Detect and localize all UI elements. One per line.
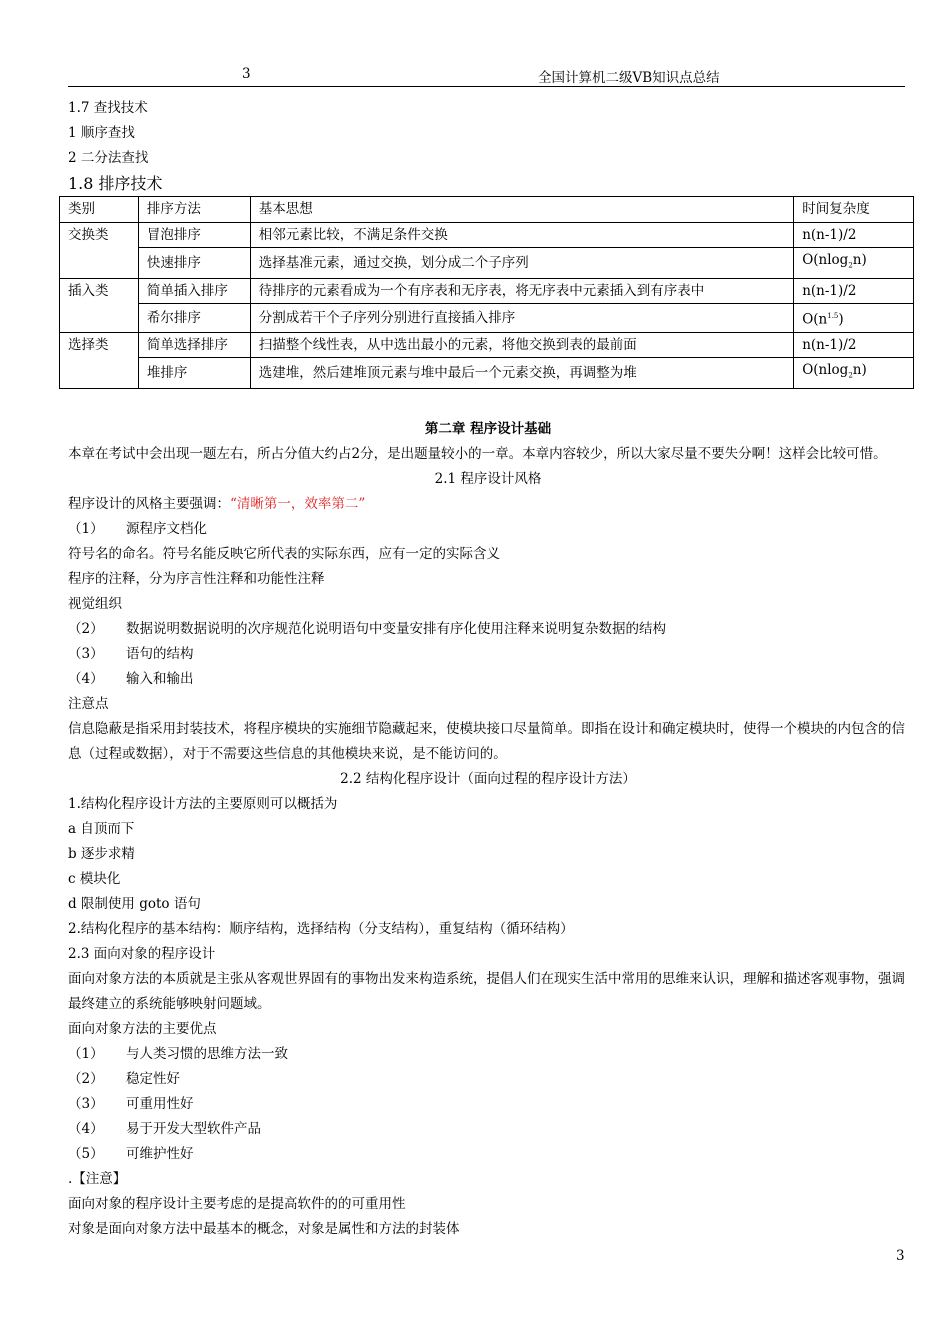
text-line: 注意点 — [68, 695, 109, 712]
idea-cell: 相邻元素比较，不满足条件交换 — [250, 222, 793, 248]
list-item: 2 二分法查找 — [68, 150, 149, 166]
text-line: 视觉组织 — [68, 595, 122, 612]
table-header-cell: 类别 — [60, 197, 139, 223]
table-header-cell: 排序方法 — [138, 197, 250, 223]
list-item: （4） 输入和输出 — [68, 670, 194, 687]
table-row — [60, 304, 914, 333]
list-item: d 限制使用 goto 语句 — [68, 895, 201, 912]
text-line: 1.结构化程序设计方法的主要原则可以概括为 — [68, 795, 338, 812]
idea-cell: 待排序的元素看成为一个有序表和无序表，将无序表中元素插入到有序表中 — [250, 278, 793, 304]
text-line: 符号名的命名。符号名能反映它所代表的实际东西，应有一定的实际含义 — [68, 545, 500, 562]
text-line: 面向对象的程序设计主要考虑的是提高软件的的可重用性 — [68, 1195, 406, 1212]
category-cell: 交换类 — [60, 222, 139, 278]
oo-paragraph: 面向对象方法的本质就是主张从客观世界固有的事物出发来构造系统，提倡人们在现实生活中常用的思维来认识，理解和描述客观事物，强调最终建立的系统能够映射问题域。 — [68, 970, 905, 1012]
complexity-cell: $O(n^{1.5})$ — [794, 304, 914, 333]
idea-cell: 分割成若干个子序列分别进行直接插入排序 — [250, 304, 793, 333]
table-header-row — [60, 197, 914, 223]
category-cell: 选择类 — [60, 332, 139, 388]
method-cell: 简单插入排序 — [138, 278, 250, 304]
table-row — [60, 358, 914, 389]
sorting-table — [59, 196, 914, 389]
section-2-1-title: 2.1 程序设计风格 — [434, 470, 542, 487]
list-item: b 逐步求精 — [68, 845, 135, 862]
table-row — [60, 248, 914, 279]
list-item: （4） 易于开发大型软件产品 — [68, 1120, 261, 1137]
text-line: 对象是面向对象方法中最基本的概念，对象是属性和方法的封装体 — [68, 1220, 460, 1237]
table-row — [60, 222, 914, 248]
idea-cell: 扫描整个线性表，从中选出最小的元素，将他交换到表的最前面 — [250, 332, 793, 358]
complexity-cell: n(n-1)/2 — [794, 332, 914, 358]
method-cell: 堆排序 — [138, 358, 250, 389]
section-1-7-title: 1.7 查找技术 — [68, 100, 148, 116]
complexity-cell: O(nlog$_2$n) — [794, 358, 914, 389]
idea-cell: 选建堆，然后建堆顶元素与堆中最后一个元素交换，再调整为堆 — [250, 358, 793, 389]
list-item: （3） 语句的结构 — [68, 645, 194, 662]
info-hiding-paragraph: 信息隐蔽是指采用封装技术，将程序模块的实施细节隐藏起来，使模块接口尽量简单。即指在设计和确定模块时，使得一个模块的内包含的信息（过程或数据），对于不需要这些信息的其他模块来说，是不能访问的。 — [68, 720, 905, 762]
table-header-cell: 时间复杂度 — [794, 197, 914, 223]
header-page-number: 3 — [242, 66, 251, 82]
complexity-cell: n(n-1)/2 — [794, 222, 914, 248]
text-line: 面向对象方法的主要优点 — [68, 1020, 217, 1037]
list-item: （1） 与人类习惯的思维方法一致 — [68, 1045, 288, 1062]
page-header — [68, 66, 905, 87]
text-line: .【注意】 — [68, 1170, 127, 1187]
table-row — [60, 278, 914, 304]
complexity-cell: n(n-1)/2 — [794, 278, 914, 304]
section-2-3-title: 2.3 面向对象的程序设计 — [68, 945, 216, 962]
section-2-2-title: 2.2 结构化程序设计（面向过程的程序设计方法） — [340, 770, 636, 787]
method-cell: 冒泡排序 — [138, 222, 250, 248]
text-line: 程序的注释，分为序言性注释和功能性注释 — [68, 570, 325, 587]
list-item: （2） 数据说明数据说明的次序规范化说明语句中变量安排有序化使用注释来说明复杂数据的结构 — [68, 620, 666, 637]
method-cell: 简单选择排序 — [138, 332, 250, 358]
chapter-intro: 本章在考试中会出现一题左右，所占分值大约占2分，是出题量较小的一章。本章内容较少，所以大家尽量不要失分啊！这样会比较可惜。 — [68, 445, 887, 462]
chapter-title: 第二章 程序设计基础 — [424, 420, 552, 437]
list-item: （2） 稳定性好 — [68, 1070, 180, 1087]
header-title: 全国计算机二级VB知识点总结 — [538, 70, 720, 86]
method-cell: 快速排序 — [138, 248, 250, 279]
list-item: （5） 可维护性好 — [68, 1145, 194, 1162]
list-item: （3） 可重用性好 — [68, 1095, 194, 1112]
category-cell: 插入类 — [60, 278, 139, 332]
list-item: （1） 源程序文档化 — [68, 520, 207, 537]
page-content — [68, 96, 908, 1242]
complexity-cell: O(nlog$_2$n) — [794, 248, 914, 279]
list-item: 1 顺序查找 — [68, 125, 135, 141]
text-line: 2.结构化程序的基本结构：顺序结构，选择结构（分支结构），重复结构（循环结构） — [68, 920, 574, 937]
list-item: c 模块化 — [68, 870, 121, 887]
list-item: a 自顶而下 — [68, 820, 135, 837]
method-cell: 希尔排序 — [138, 304, 250, 333]
idea-cell: 选择基准元素，通过交换，划分成二个子序列 — [250, 248, 793, 279]
style-emphasis: 程序设计的风格主要强调：“清晰第一，效率第二” — [68, 495, 366, 512]
style-motto: “清晰第一，效率第二” — [230, 495, 366, 512]
table-row — [60, 332, 914, 358]
table-header-cell: 基本思想 — [250, 197, 793, 223]
section-1-8-title: 1.8 排序技术 — [68, 174, 163, 193]
footer-page-number: 3 — [896, 1248, 905, 1264]
